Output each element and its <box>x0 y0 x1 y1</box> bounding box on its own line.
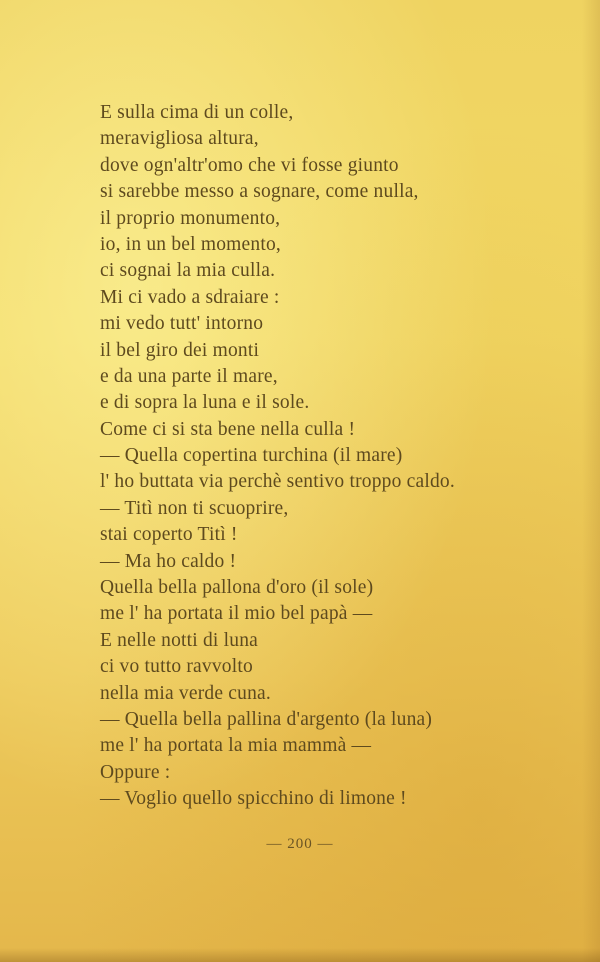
poem-line: — Ma ho caldo ! <box>100 550 237 572</box>
poem-line: me l' ha portata il mio bel papà — <box>100 603 373 625</box>
poem-line: ci sognai la mia culla. <box>100 260 276 282</box>
poem-line: Quella bella pallona d'oro (il sole) <box>100 577 374 599</box>
poem-line: Oppure : <box>100 761 171 783</box>
poem-text <box>100 100 570 813</box>
poem-line: E sulla cima di un colle, <box>100 102 294 123</box>
poem-line: me l' ha portata la mia mammà — <box>100 735 372 757</box>
poem-line: nella mia verde cuna. <box>100 682 271 704</box>
poem-line: — Quella bella pallina d'argento (la luna) <box>100 708 433 730</box>
poem-line: il proprio monumento, <box>100 207 281 229</box>
poem-line: il bel giro dei monti <box>100 339 260 361</box>
poem-line: e da una parte il mare, <box>100 365 278 387</box>
page-edge-shadow <box>582 0 600 962</box>
poem-line: l' ho buttata via perchè sentivo troppo caldo. <box>100 471 455 493</box>
page-bottom-shadow <box>0 948 600 962</box>
page-number: — 200 — <box>266 836 334 852</box>
poem-line: — Voglio quello spicchino di limone ! <box>100 788 407 810</box>
poem-line: e di sopra la luna e il sole. <box>100 392 310 414</box>
poem-line: — Quella copertina turchina (il mare) <box>100 445 403 467</box>
poem-line: mi vedo tutt' intorno <box>100 313 264 335</box>
poem-line: meravigliosa altura, <box>100 128 259 150</box>
poem-line: — Titì non ti scuoprire, <box>100 497 289 519</box>
poem-line: Mi ci vado a sdraiare : <box>100 286 280 308</box>
poem-line: dove ogn'altr'omo che vi fosse giunto <box>100 154 399 176</box>
poem-line: io, in un bel momento, <box>100 233 281 255</box>
poem-line: Come ci si sta bene nella culla ! <box>100 418 356 440</box>
poem-line: stai coperto Titì ! <box>100 524 238 546</box>
poem-line: ci vo tutto ravvolto <box>100 656 253 678</box>
poem-line: E nelle notti di luna <box>100 629 259 651</box>
poem-line: si sarebbe messo a sognare, come nulla, <box>100 181 419 203</box>
